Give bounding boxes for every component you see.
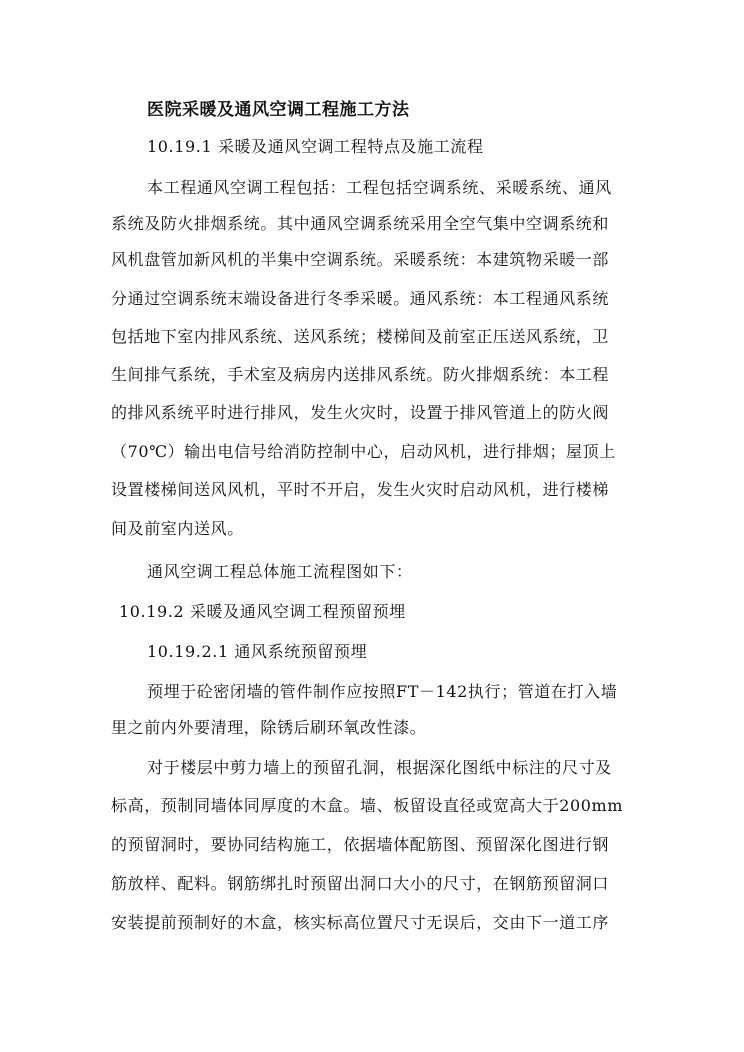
paragraph-line: 筋放样、配料。钢筋绑扎时预留出洞口大小的尺寸，在钢筋预留洞口 [111, 874, 610, 893]
section-heading: 10.19.2 采暖及通风空调工程预留预埋 [119, 602, 406, 621]
paragraph-line: 间及前室内送风。 [111, 519, 244, 538]
paragraph-line: 系统及防火排烟系统。其中通风空调系统采用全空气集中空调系统和 [111, 214, 610, 233]
paragraph-line: 的排风系统平时进行排风，发生火灾时，设置于排风管道上的防火阀 [111, 403, 610, 422]
subsection-heading: 10.19.2.1 通风系统预留预埋 [147, 642, 368, 661]
paragraph-line: 里之前内外要清理，除锈后刷环氧改性漆。 [111, 718, 427, 737]
paragraph-line: 风机盘管加新风机的半集中空调系统。采暖系统：本建筑物采暖一部 [111, 250, 610, 269]
section-heading: 10.19.1 采暖及通风空调工程特点及施工流程 [147, 137, 484, 156]
paragraph-line: 安装提前预制好的木盒，核实标高位置尺寸无误后，交由下一道工序 [111, 913, 610, 932]
paragraph-line: 生间排气系统，手术室及病房内送排风系统。防火排烟系统：本工程 [111, 365, 610, 384]
paragraph-line: 标高，预制同墙体同厚度的木盒。墙、板留设直径或宽高大于200mm [111, 796, 624, 815]
paragraph-line: 预埋于砼密闭墙的管件制作应按照FT－142执行；管道在打入墙 [147, 682, 618, 701]
paragraph-line: 通风空调工程总体施工流程图如下： [147, 562, 413, 581]
paragraph-line: 对于楼层中剪力墙上的预留孔洞，根据深化图纸中标注的尺寸及 [147, 758, 612, 777]
paragraph-line: （70℃）输出电信号给消防控制中心，启动风机，进行排烟；屋顶上 [111, 442, 616, 461]
paragraph-line: 设置楼梯间送风风机，平时不开启，发生火灾时启动风机，进行楼梯 [111, 480, 610, 499]
page-title: 医院采暖及通风空调工程施工方法 [147, 100, 410, 120]
paragraph-line: 分通过空调系统末端设备进行冬季采暖。通风系统：本工程通风系统 [111, 289, 610, 308]
paragraph-line: 本工程通风空调工程包括：工程包括空调系统、采暖系统、通风 [147, 178, 612, 197]
paragraph-line: 包括地下室内排风系统、送风系统；楼梯间及前室正压送风系统，卫 [111, 327, 610, 346]
paragraph-line: 的预留洞时，要协同结构施工，依据墙体配筋图、预留深化图进行钢 [111, 835, 610, 854]
